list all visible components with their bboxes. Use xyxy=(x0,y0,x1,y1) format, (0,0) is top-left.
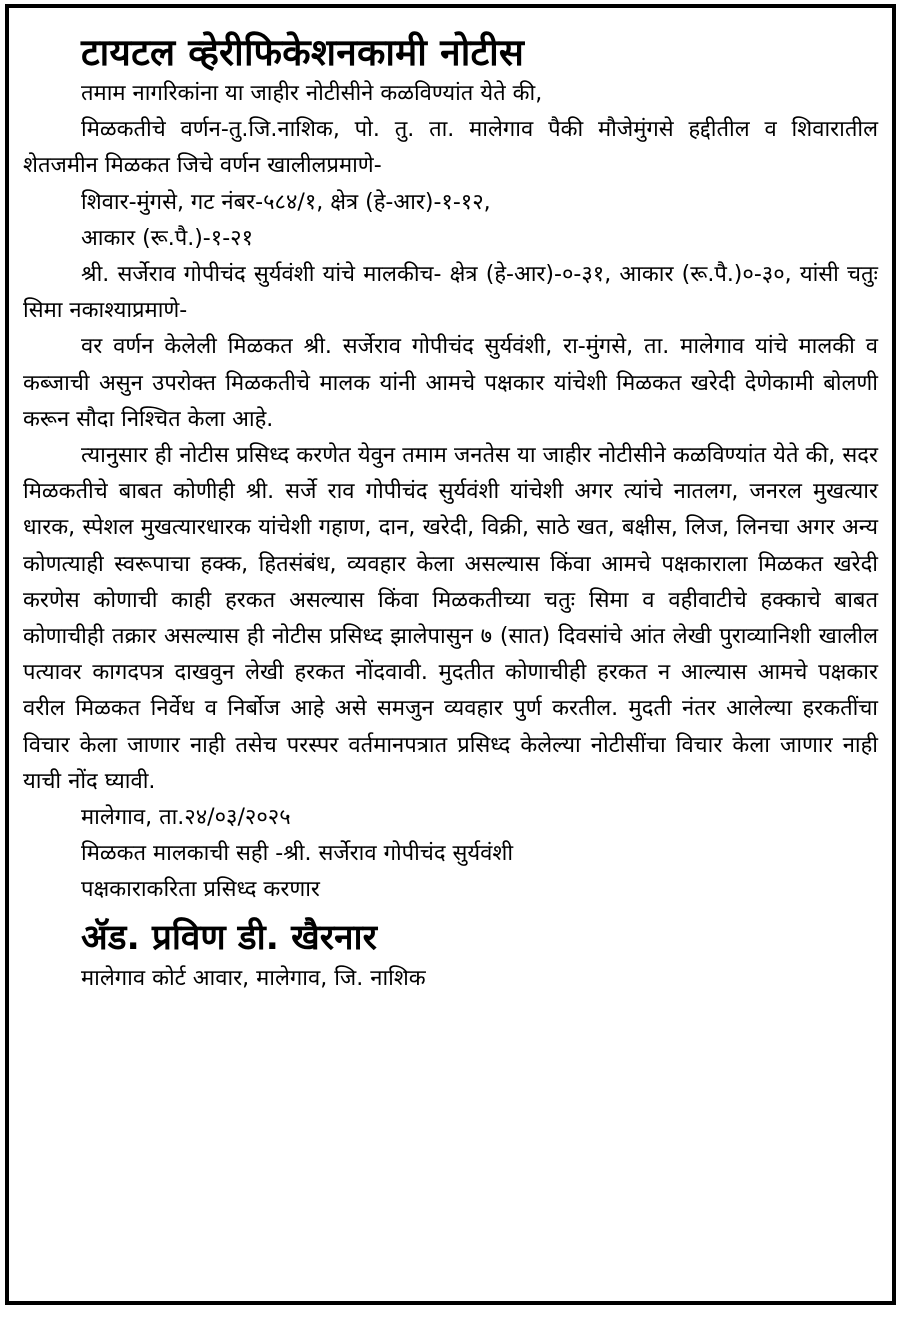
assessment-line: आकार (रू.पै.)-१-२१ xyxy=(81,225,254,251)
owner-signature: मिळकत मालकाची सही -श्री. सर्जेराव गोपीचंद सुर्यवंशी xyxy=(81,841,514,867)
property-description: मिळकतीचे वर्णन-तु.जि.नाशिक, पो. तु. ता. मालेगाव पैकी मौजेमुंगसे हद्दीतील व शिवारातील शेतजमीन मिळकत जिचे वर्णन खालीलप्रमाणे- xyxy=(23,117,878,179)
owner-share: श्री. सर्जेराव गोपीचंद सुर्यवंशी यांचे मालकीच- क्षेत्र (हे-आर)-०-३१, आकार (रू.पै.)०-३०, यांसी चतुः सिमा नकाश्याप्रमाणे- xyxy=(23,262,878,324)
advocate-address: मालेगाव कोर्ट आवार, मालेगाव, जि. नाशिक xyxy=(81,965,426,991)
advocate-name: ॲड. प्रविण डी. खैरनार xyxy=(81,917,377,958)
survey-line: शिवार-मुंगसे, गट नंबर-५८४/१, क्षेत्र (हे-आर)-१-१२, xyxy=(81,189,491,215)
place-date: मालेगाव, ता.२४/०३/२०२५ xyxy=(81,805,291,831)
paragraph-ownership: वर वर्णन केलेली मिळकत श्री. सर्जेराव गोपीचंद सुर्यवंशी, रा-मुंगसे, ता. मालेगाव यांचे मालकी व कब्जाची असुन उपरोक्त मिळकतीचे मालक यांनी आमचे पक्षकार यांचेशी मिळकत खरेदी देणेकामी बोलणी करून सौदा निश्चित केला आहे. xyxy=(23,334,878,432)
publisher-line: पक्षकाराकरिता प्रसिध्द करणार xyxy=(81,877,320,903)
opening-line: तमाम नागरिकांना या जाहीर नोटीसीने कळविण्यांत येते की, xyxy=(81,81,543,106)
notice-body xyxy=(23,76,878,909)
notice-title: टायटल व्हेरीफिकेशनकामी नोटीस xyxy=(81,31,525,74)
notice-frame xyxy=(5,4,896,1305)
paragraph-objection: त्यानुसार ही नोटीस प्रसिध्द करणेत येवुन तमाम जनतेस या जाहीर नोटीसीने कळविण्यांत येते की, सदर मिळकतीचे बाबत कोणीही श्री. सर्जे राव गोपीचंद सुर्यवंशी यांचेशी अगर त्यांचे नातलग, जनरल मुखत्यार धारक, स्पेशल मुखत्यारधारक यांचेशी गहाण, दान, खरेदी, विक्री, साठे खत, बक्षीस, लिज, लिनचा अगर अन्य कोणत्याही स्वरूपाचा हक्क, हितसंबंध, व्यवहार केला असल्यास किंवा आमचे पक्षकाराला मिळकत खरेदी करणेस कोणाची काही हरकत असल्यास किंवा मिळकतीच्या चतुः सिमा व वहीवाटीचे हक्काचे बाबत कोणाचीही तक्रार असल्यास ही नोटीस प्रसिध्द झालेपासुन ७ (सात) दिवसांचे आंत लेखी पुराव्यानिशी खालील पत्यावर कागदपत्र दाखवुन लेखी हरकत नोंदवावी. मुदतीत कोणाचीही हरकत न आल्यास आमचे पक्षकार वरील मिळकत निर्वेध व निर्बोज आहे असे समजुन व्यवहार पुर्ण करतील. मुदती नंतर आलेल्या हरकतींचा विचार केला जाणार नाही तसेच परस्पर वर्तमानपत्रात प्रसिध्द केलेल्या नोटीसींचा विचार केला जाणार नाही याची नोंद घ्यावी. xyxy=(23,443,878,794)
